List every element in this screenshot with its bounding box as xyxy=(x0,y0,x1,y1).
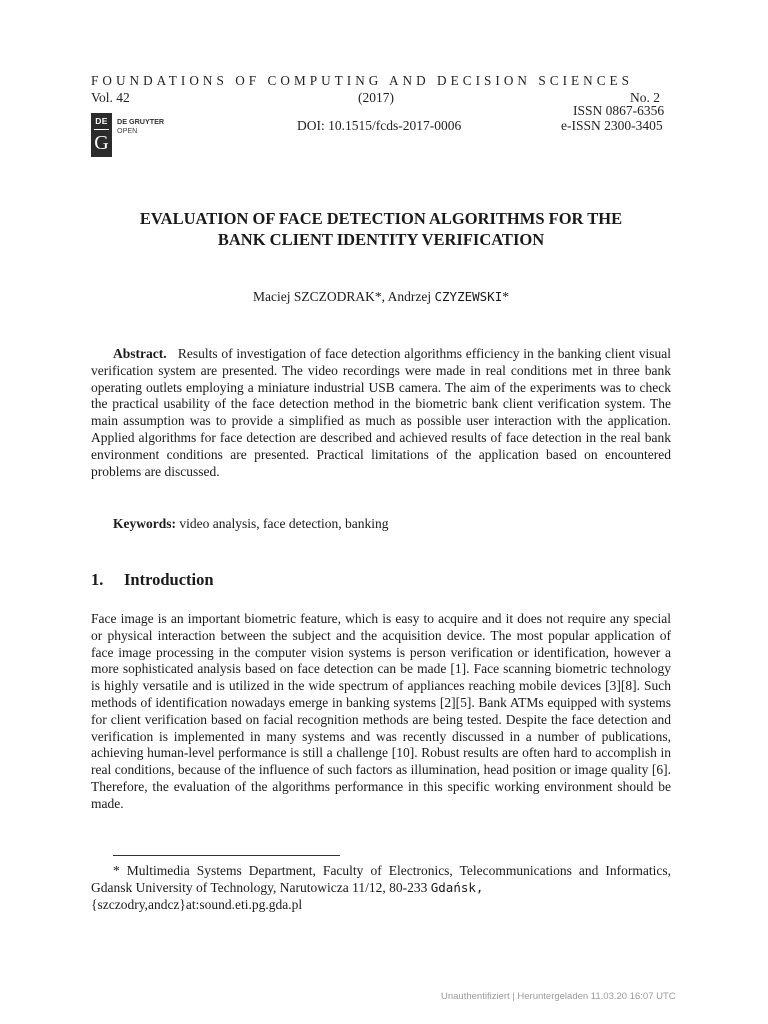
author-mark: * xyxy=(502,289,509,304)
doi: DOI: 10.1515/fcds-2017-0006 xyxy=(297,118,462,133)
issn: ISSN 0867-6356 xyxy=(573,103,665,118)
footnote xyxy=(91,862,671,913)
intro-paragraph: Face image is an important biometric feature, which is easy to acquire and it does not require any special or physical interaction between the subject and the acquisition device. The most popular application of face image processing in the computer vision systems is person verification or identification, however a more sophisticated analysis based on face detection can be made [1]. Face scanning biometric technology is highly versatile and is utilized in the wide spectrum of appliances reaching mobile devices [3][8]. Such methods of identification nowadays emerge in banking systems [2][5]. Bank ATMs equipped with systems for client verification based on facial recognition methods are being tested. Despite the face detection and verification is implemented in many systems and was recently discussed in a number of publications, achieving human-level performance is still a challenge [10]. Robust results are often hard to accomplish in real conditions, because of the influence of such factors as illumination, head position or image quality [6]. Therefore, the evaluation of the algorithms performance in this specific working environment should be made. xyxy=(91,611,671,811)
abstract-label: Abstract. xyxy=(113,346,167,361)
publisher-sub: OPEN xyxy=(117,126,138,135)
journal-name: FOUNDATIONS OF COMPUTING AND DECISION SCIENCES xyxy=(91,73,634,88)
keywords xyxy=(113,516,389,532)
volume: Vol. 42 xyxy=(91,90,130,105)
author-first: Maciej SZCZODRAK*, Andrzej xyxy=(253,289,435,304)
logo-de: DE xyxy=(95,116,108,126)
author-second: CZYZEWSKI xyxy=(434,289,503,304)
publisher-name: DE GRUYTER xyxy=(117,117,165,126)
footnote-rule xyxy=(113,855,340,856)
eissn: e-ISSN 2300-3405 xyxy=(561,118,663,133)
footnote-text: * Multimedia Systems Department, Faculty of Electronics, Telecommunications and Informatics, Gdansk University of Technology, Narutowicza 11/12, 80-233 xyxy=(91,863,671,895)
authors xyxy=(91,289,671,305)
footnote-city: Gdańsk, xyxy=(430,880,484,895)
keywords-label: Keywords: xyxy=(113,516,176,531)
section-number: 1. xyxy=(91,570,104,589)
footnote-emails: {szczodry,andcz}at:sound.eti.pg.gda.pl xyxy=(91,897,303,912)
logo-divider xyxy=(94,129,109,130)
section-heading xyxy=(91,570,214,590)
abstract-text: Results of investigation of face detection algorithms efficiency in the banking client visual verification system are presented. The video recordings were made in real conditions met in three bank operating outlets employing a miniature industrial USB camera. The aim of the experiments was to check the practical usability of the face detection method in the biometric bank client verification system. The main assumption was to provide a simplified as much as possible user interaction with the application. Applied algorithms for face detection are described and achieved results of face detection in the real bank environment conditions are presented. Practical limitations of the application based on encountered problems are discussed. xyxy=(91,346,671,479)
year: (2017) xyxy=(358,90,394,105)
title-line: BANK CLIENT IDENTITY VERIFICATION xyxy=(217,230,545,249)
publisher-mark xyxy=(91,113,112,157)
abstract xyxy=(91,346,671,480)
title-line: EVALUATION OF FACE DETECTION ALGORITHMS FOR THE xyxy=(139,209,623,228)
logo-g: G xyxy=(94,132,109,154)
keywords-text: video analysis, face detection, banking xyxy=(179,516,389,531)
paper-title xyxy=(91,208,671,250)
issue-number: No. 2 xyxy=(630,90,660,105)
download-note: Unauthentifiziert | Heruntergeladen 11.03.20 16:07 UTC xyxy=(441,991,676,1002)
section-title: Introduction xyxy=(124,570,214,589)
publisher-logo xyxy=(91,113,178,157)
